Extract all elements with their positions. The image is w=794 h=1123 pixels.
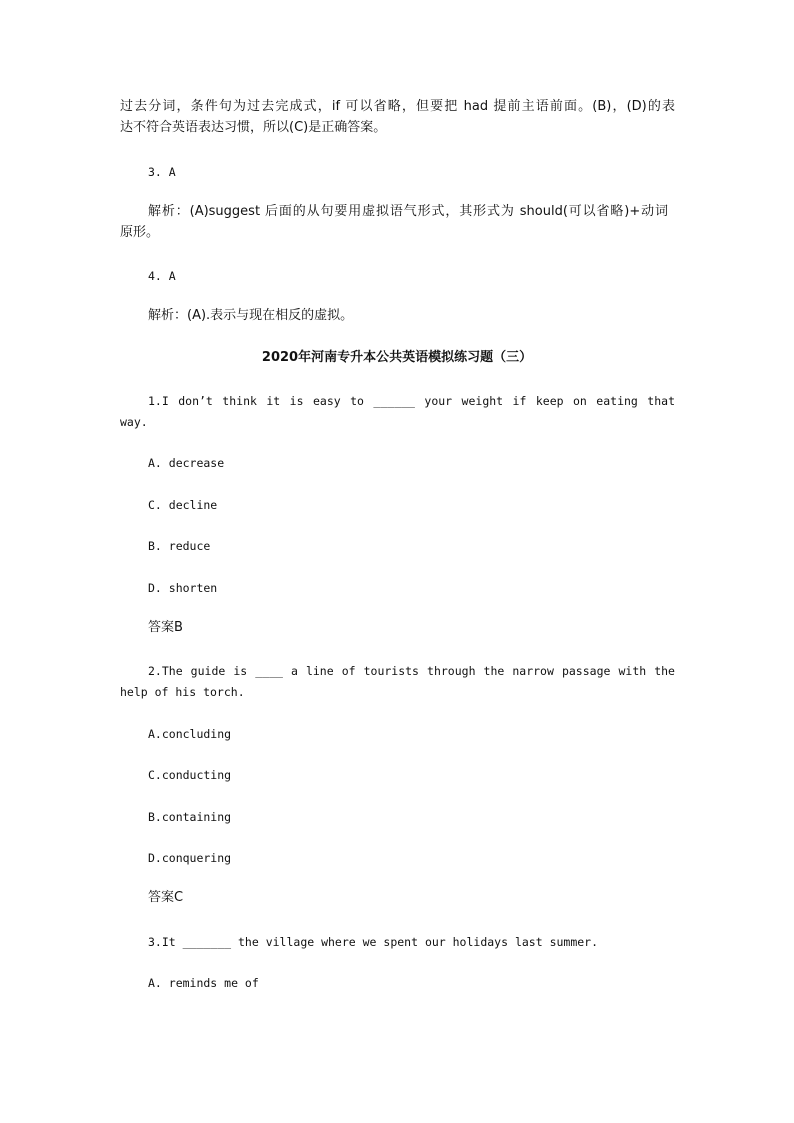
question-3-option-a: A. reminds me of [148, 976, 259, 990]
question-3-stem: 3.It _______ the village where we spent our holidays last summer. [148, 935, 599, 949]
answer-3-label: 3. A [148, 165, 176, 179]
question-2-option-b: B.containing [148, 810, 232, 824]
question-1-stem-line-1: 1.I don’t think it is easy to ______ your weight if keep on eating that [148, 394, 675, 408]
answer-3-explanation-line-1: 解析：(A)suggest 后面的从句要用虚拟语气形式，其形式为 should(可以省略)+动词 [148, 204, 668, 219]
question-2-answer: 答案C [148, 890, 184, 905]
question-1-option-b: B. reduce [148, 539, 211, 553]
answer-4-explanation: 解析：(A).表示与现在相反的虚拟。 [148, 308, 354, 323]
question-1-option-a: A. decrease [148, 456, 225, 470]
section-title: 2020年河南专升本公共英语模拟练习题（三） [261, 350, 533, 365]
answer-3-explanation-line-2: 原形。 [120, 225, 160, 240]
question-1-option-d: D. shorten [148, 581, 218, 595]
question-1-option-c: C. decline [148, 498, 218, 512]
question-2-stem-line-1: 2.The guide is ____ a line of tourists through the narrow passage with the [148, 664, 675, 678]
prev-explanation-line-2: 达不符合英语表达习惯，所以(C)是正确答案。 [120, 120, 387, 135]
prev-explanation-line-1: 过去分词，条件句为过去完成式，if 可以省略，但要把 had 提前主语前面。(B)，(D)的表 [120, 99, 675, 114]
question-2-stem-line-2: help of his torch. [120, 685, 245, 699]
question-1-answer: 答案B [148, 620, 183, 635]
question-2-option-a: A.concluding [148, 727, 232, 741]
question-1-stem-line-2: way. [120, 415, 148, 429]
answer-4-label: 4. A [148, 269, 176, 283]
question-2-option-d: D.conquering [148, 851, 232, 865]
question-2-option-c: C.conducting [148, 768, 232, 782]
